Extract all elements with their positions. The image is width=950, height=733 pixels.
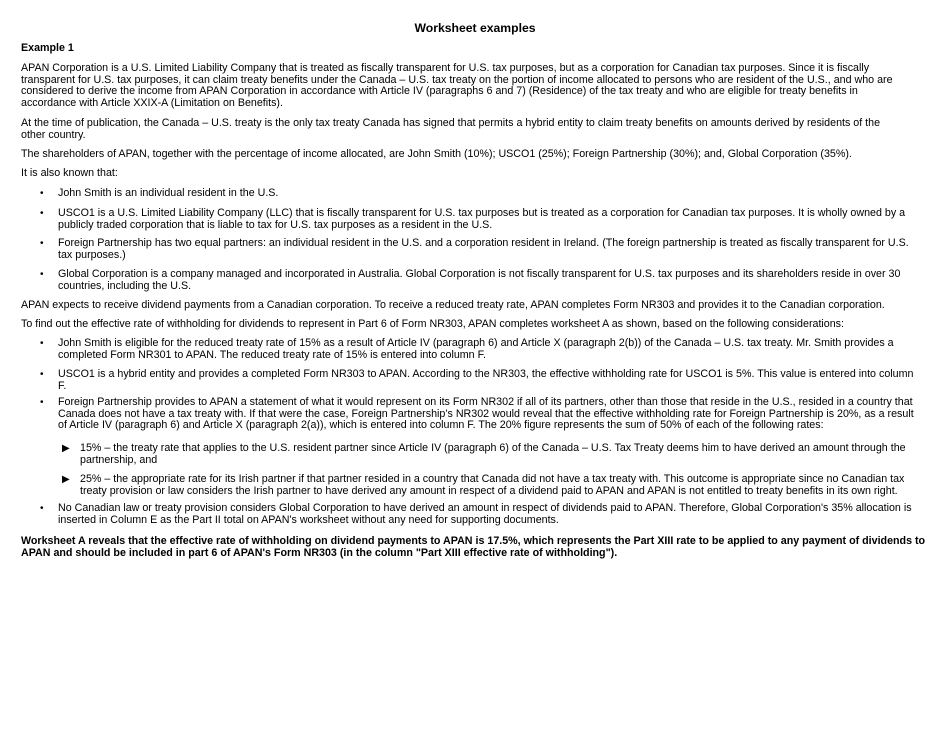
known-intro-paragraph: It is also known that: (21, 167, 118, 179)
list-item-text: Foreign Partnership has two equal partners: an individual resident in the U.S. and a corporation resident in Ireland. (The foreign partnership is treated as fiscally transparent for U.S. tax purposes.) (58, 237, 909, 261)
list-item-text: USCO1 is a U.S. Limited Liability Company (LLC) that is fiscally transparent for U.S. tax purposes but is treated as a corporation for Canadian tax purposes. It is wholly owned by a publicly traded corporation that is liable to tax for U.S. tax purposes as a resident in the U.S. (58, 207, 906, 231)
intro-paragraph: APAN Corporation is a U.S. Limited Liability Company that is treated as fiscally transparent for U.S. tax purposes, but as a corporation for Canadian tax purposes. Since it is fiscally transparent for U.S. tax purposes, it can claim treaty benefits under the Canada – U.S. tax treaty on the portion of income allocated to persons who are resident of the U.S., and who are considered to derive the income from APAN Corporation in accordance with Article IV (paragraphs 6 and 7) (Residence) of the tax treaty and who are eligible for treaty benefits in accordance with Article XXIX-A (Limitation on Benefits). (21, 62, 893, 109)
list-item-text: John Smith is an individual resident in the U.S. (58, 187, 279, 199)
sub-list-item-text: 25% – the appropriate rate for its Irish partner if that partner resided in a country that Canada did not have a tax treaty with. This outcome is appropriate since no Canadian tax treaty provision or law considers the Irish partner to have derived any amount in respect of a dividend paid to APAN and APAN is not entitled to treaty benefits in its own right. (80, 473, 905, 497)
bullet-icon: • (40, 503, 44, 514)
bullet-icon: • (40, 269, 44, 280)
example-heading: Example 1 (21, 42, 74, 54)
bullet-icon: • (40, 238, 44, 249)
bullet-icon: • (40, 338, 44, 349)
list-item-text: Foreign Partnership provides to APAN a statement of what it would represent on its Form NR302 if all of its partners, other than those that reside in the U.S., resided in a country that Canada does not have a tax treaty with. If that were the case, Foreign Partnership’s NR302 would reveal that the effective withholding rate for Foreign Partnership is 20%, as a result of Article IV (paragraph 6) and Article X (paragraph 2(a)), which is entered into column F. The 20% figure represents the sum of 50% of each of the following rates: (58, 396, 914, 432)
bullet-icon: • (40, 188, 44, 199)
arrow-icon: ▶ (62, 443, 70, 454)
page-title: Worksheet examples (414, 21, 536, 35)
bullet-icon: • (40, 369, 44, 380)
bullet-icon: • (40, 208, 44, 219)
arrow-icon: ▶ (62, 474, 70, 485)
shareholders-paragraph: The shareholders of APAN, together with the percentage of income allocated, are John Smith (10%); USCO1 (25%); Foreign Partnership (30%); and, Global Corporation (35%). (21, 148, 852, 160)
list-item-text: No Canadian law or treaty provision considers Global Corporation to have derived an amount in respect of dividends paid to APAN. Therefore, Global Corporation's 35% allocation is inserted in Column E as the Part II total on APAN's worksheet without any need for supporting documents. (58, 502, 912, 526)
list-item-text: John Smith is eligible for the reduced treaty rate of 15% as a result of Article IV (paragraph 6) and Article X (paragraph 2(b)) of the Canada – U.S. tax treaty. Mr. Smith provides a completed Form NR301 to APAN. The reduced treaty rate of 15% is entered into column F. (58, 337, 894, 361)
sub-list-item-text: 15% – the treaty rate that applies to the U.S. resident partner since Article IV (paragraph 6) of the Canada – U.S. Tax Treaty deems him to have derived an amount through the partnership, and (80, 442, 906, 466)
considerations-intro-paragraph: To find out the effective rate of withholding for dividends to represent in Part 6 of Form NR303, APAN completes worksheet A as shown, based on the following considerations: (21, 318, 844, 330)
dividend-paragraph: APAN expects to receive dividend payments from a Canadian corporation. To receive a reduced treaty rate, APAN completes Form NR303 and provides it to the Canadian corporation. (21, 299, 885, 311)
bullet-icon: • (40, 397, 44, 408)
treaty-note-paragraph: At the time of publication, the Canada – U.S. treaty is the only tax treaty Canada has signed that permits a hybrid entity to claim treaty benefits on amounts derived by residents of the other country. (21, 117, 881, 141)
list-item-text: USCO1 is a hybrid entity and provides a completed Form NR303 to APAN. According to the NR303, the effective withholding rate for USCO1 is 5%. This value is entered into column F. (58, 368, 914, 392)
conclusion-paragraph: Worksheet A reveals that the effective rate of withholding on dividend payments to APAN is 17.5%, which represents the Part XIII rate to be applied to any payment of dividends to APAN and should be included in part 6 of APAN's Form NR303 (in the column "Part XIII effective rate of withholding"). (21, 535, 926, 559)
list-item-text: Global Corporation is a company managed and incorporated in Australia. Global Corporation is not fiscally transparent for U.S. tax purposes and its shareholders reside in over 30 countries, including the U.S. (58, 268, 901, 292)
